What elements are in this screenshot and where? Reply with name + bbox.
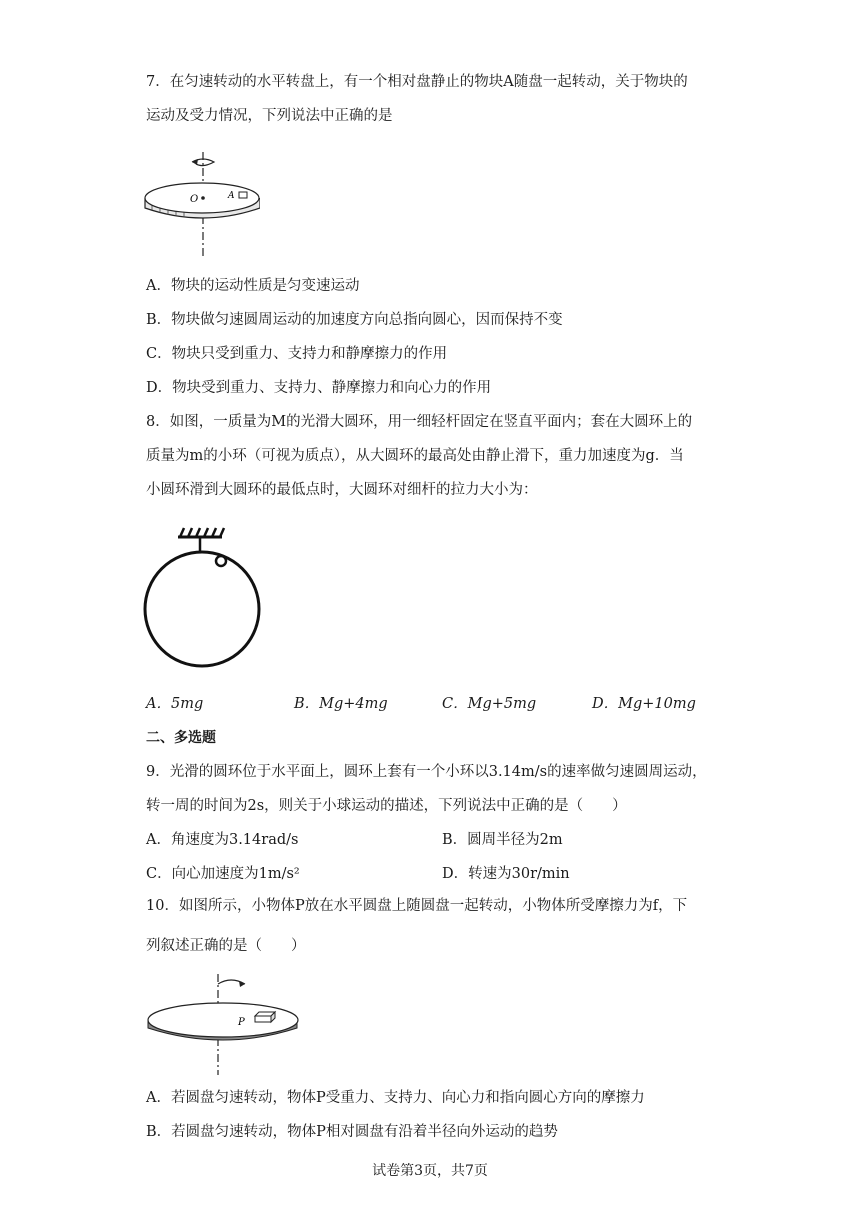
- q7-option-b: B．物块做匀速圆周运动的加速度方向总指向圆心，因而保持不变: [146, 312, 563, 328]
- q10-disk: [148, 1003, 298, 1037]
- q9-option-a: A．角速度为3.14rad/s: [146, 832, 299, 848]
- q9-option-d: D．转速为30r/min: [442, 866, 570, 882]
- q10-label-P: P: [238, 1017, 245, 1028]
- q8-stem-line1: 8．如图，一质量为M的光滑大圆环，用一细轻杆固定在竖直平面内；套在大圆环上的: [146, 414, 693, 430]
- q8-option-d: D．Mg+10mg: [592, 696, 696, 712]
- q8-option-b: B．Mg+4mg: [294, 696, 388, 712]
- q7-option-c: C．物块只受到重力、支持力和静摩擦力的作用: [146, 346, 448, 362]
- q8-stem-line2: 质量为m的小环（可视为质点），从大圆环的最高处由静止滑下，重力加速度为g．当: [146, 448, 684, 464]
- q8-option-c: C．Mg+5mg: [442, 696, 537, 712]
- q8-big-ring: [145, 552, 259, 666]
- q8-small-ring: [216, 556, 226, 566]
- q7-label-A: A: [228, 191, 235, 201]
- q8-ring-figure: [140, 525, 270, 680]
- q7-stem-line1: 7．在匀速转动的水平转盘上，有一个相对盘静止的物块A随盘一起转动，关于物块的: [146, 74, 688, 90]
- q9-option-c: C．向心加速度为1m/s²: [146, 866, 300, 882]
- page-footer: 试卷第3页，共7页: [372, 1163, 488, 1179]
- q10-disk-figure: [145, 972, 305, 1077]
- q8-options: [146, 694, 726, 714]
- section-multiple-choice: 二、多选题: [146, 730, 216, 746]
- q9-options-row2: [146, 864, 726, 884]
- q9-option-b: B．圆周半径为2m: [442, 832, 563, 848]
- q9-options-row1: [146, 830, 726, 850]
- q7-option-d: D．物块受到重力、支持力、静摩擦力和向心力的作用: [146, 380, 492, 396]
- q10-block: [255, 1016, 271, 1022]
- q7-option-a: A．物块的运动性质是匀变速运动: [146, 278, 360, 294]
- q9-stem-line2: 转一周的时间为2s，则关于小球运动的描述，下列说法中正确的是（ ）: [146, 798, 627, 814]
- q7-label-O: O: [190, 194, 199, 205]
- q7-turntable-figure: [140, 150, 260, 260]
- q9-stem-line1: 9．光滑的圆环位于水平面上，圆环上套有一个小环以3.14m/s的速率做匀速圆周运动，: [146, 764, 707, 780]
- q10-option-b: B．若圆盘匀速转动，物体P相对圆盘有沿着半径向外运动的趋势: [146, 1124, 558, 1140]
- q10-stem-line2: 列叙述正确的是（ ）: [146, 938, 306, 954]
- q8-option-a: A．5mg: [146, 696, 204, 712]
- q10-option-a: A．若圆盘匀速转动，物体P受重力、支持力、向心力和指向圆心方向的摩擦力: [146, 1090, 645, 1106]
- q8-stem-line3: 小圆环滑到大圆环的最低点时，大圆环对细杆的拉力大小为：: [146, 482, 538, 498]
- q7-stem-line2: 运动及受力情况，下列说法中正确的是: [146, 108, 393, 124]
- q10-stem-line1: 10．如图所示，小物体P放在水平圆盘上随圆盘一起转动，小物体所受摩擦力为f，下: [146, 898, 688, 914]
